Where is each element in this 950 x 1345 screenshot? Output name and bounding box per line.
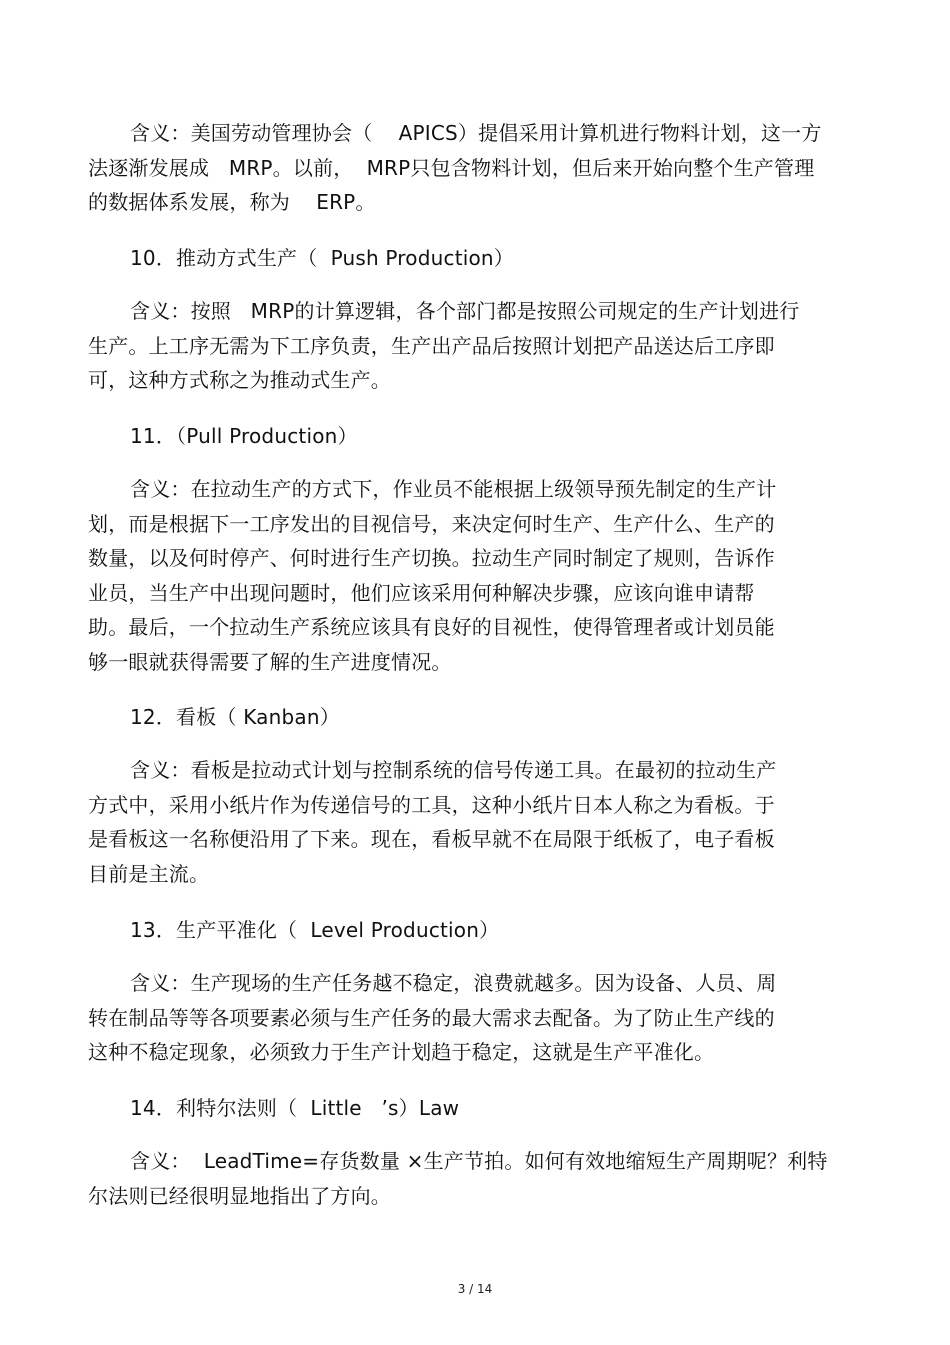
paragraph-line: 含义： LeadTime=存货数量 ×生产节拍。如何有效地缩短生产周期呢？利特: [130, 1149, 828, 1173]
paragraph-line: 含义：看板是拉动式计划与控制系统的信号传递工具。在最初的拉动生产: [130, 758, 777, 782]
paragraph-line: 够一眼就获得需要了解的生产进度情况。: [88, 650, 452, 674]
paragraph-line: 是看板这一名称便沿用了下来。现在，看板早就不在局限于纸板了，电子看板: [88, 827, 775, 851]
paragraph-line: 含义：生产现场的生产任务越不稳定，浪费就越多。因为设备、人员、周: [130, 971, 777, 995]
paragraph-line: 转在制品等等各项要素必须与生产任务的最大需求去配备。为了防止生产线的: [88, 1006, 775, 1030]
paragraph-line: 业员，当生产中出现问题时，他们应该采用何种解决步骤，应该向谁申请帮: [88, 581, 755, 605]
paragraph-line: 尔法则已经很明显地指出了方向。: [88, 1184, 391, 1208]
paragraph-line: 的数据体系发展，称为 ERP。: [88, 190, 376, 214]
paragraph-line: 可，这种方式称之为推动式生产。: [88, 368, 391, 392]
page-number: 3 / 14: [457, 1282, 493, 1296]
section-heading-12: 12．看板（ Kanban）: [130, 705, 340, 729]
section-heading-13: 13．生产平准化（ Level Production）: [130, 918, 500, 942]
paragraph-line: 这种不稳定现象，必须致力于生产计划趋于稳定，这就是生产平准化。: [88, 1040, 715, 1064]
paragraph-line: 助。最后，一个拉动生产系统应该具有良好的目视性，使得管理者或计划员能: [88, 615, 775, 639]
paragraph-line: 方式中，采用小纸片作为传递信号的工具，这种小纸片日本人称之为看板。于: [88, 793, 775, 817]
paragraph-line: 法逐渐发展成 MRP。以前， MRP只包含物料计划，但后来开始向整个生产管理: [88, 156, 815, 180]
paragraph-line: 含义：美国劳动管理协会（ APICS）提倡采用计算机进行物料计划，这一方: [130, 121, 822, 145]
paragraph-line: 含义：在拉动生产的方式下，作业员不能根据上级领导预先制定的生产计: [130, 477, 777, 501]
paragraph-line: 含义：按照 MRP的计算逻辑，各个部门都是按照公司规定的生产计划进行: [130, 299, 800, 323]
paragraph-line: 划，而是根据下一工序发出的目视信号，来决定何时生产、生产什么、生产的: [88, 512, 775, 536]
paragraph-line: 目前是主流。: [88, 862, 210, 886]
section-heading-10: 10．推动方式生产（ Push Production）: [130, 246, 515, 270]
paragraph-line: 生产。上工序无需为下工序负责，生产出产品后按照计划把产品送达后工序即: [88, 334, 775, 358]
paragraph-line: 数量，以及何时停产、何时进行生产切换。拉动生产同时制定了规则，告诉作: [88, 546, 775, 570]
section-heading-11: 11．（Pull Production）: [130, 424, 358, 448]
section-heading-14: 14．利特尔法则（ Little ’s）Law: [130, 1096, 460, 1120]
